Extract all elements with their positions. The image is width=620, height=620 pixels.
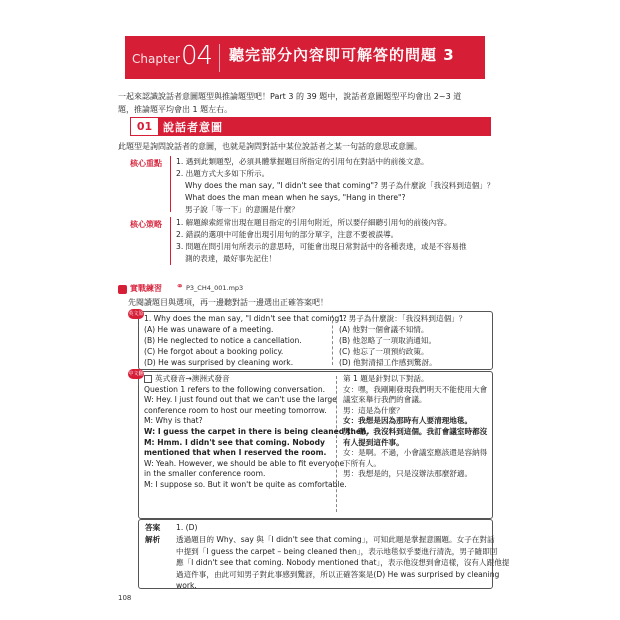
script-line-zh: 第 1 題是針對以下對話。 — [343, 374, 429, 383]
script-line-zh-key: 女：我想是因為那時有人要清理地毯。 — [343, 416, 473, 426]
key-points-rule — [170, 156, 171, 212]
chapter-number: 04 — [181, 41, 213, 71]
script-line: W: Yeah. However, we should be able to fit everyone — [144, 458, 345, 468]
script-zh — [343, 374, 487, 480]
key-strategy-line: 3. 問題在問引用句所表示的意思時，可能會出現日常對話中的各種表達，或是不容易推 — [176, 242, 467, 251]
practice-icon — [118, 285, 127, 294]
script-line-zh: 女：是啊。不過，小會議室應該還是容納得 — [343, 448, 488, 458]
accent-note: 英式發音→澳洲式發音 — [144, 374, 369, 385]
key-point-line: Why does the man say, "I didn't see that coming"? 男子為什麼說「我沒料到這個」？ — [185, 181, 495, 190]
chinese-badge: 中文翻譯 — [128, 371, 144, 387]
script-line-zh: 下所有人。 — [343, 458, 381, 468]
option: (C) He forgot about a booking policy. — [144, 347, 284, 356]
intro-line: 一起來認識說話者意圖題型與推論題型吧！Part 3 的 39 題中，說話者意圖題型平均會出 2~3 道 — [118, 92, 462, 101]
option-zh: (C) 他忘了一項預約政策。 — [339, 347, 429, 356]
script-line-zh-key: 有人提到這件事。 — [343, 437, 404, 447]
option-zh: (B) 他忽略了一項取消通知。 — [339, 336, 437, 345]
key-point-line: What does the man mean when he says, "Hang in there"? — [185, 193, 406, 202]
answer-value: 1. (D) — [176, 523, 198, 532]
key-strategy-label: 核心策略 — [130, 220, 162, 229]
explanation-line: work. — [176, 581, 197, 590]
script-line-zh: 男：這是為什麼？ — [343, 405, 404, 415]
script-line: in the smaller conference room. — [144, 469, 266, 479]
headphones-icon[interactable]: ⚭ — [176, 282, 184, 292]
english-badge: 英文原文 — [128, 311, 144, 327]
script-line: W: Hey. I just found out that we can't use the large — [144, 395, 337, 405]
explanation-label: 解析 — [145, 535, 161, 544]
section-number: 01 — [130, 117, 159, 136]
option: (D) He was surprised by cleaning work. — [144, 358, 294, 367]
script-en — [144, 374, 369, 491]
audio-filename[interactable]: P3_CH4_001.mp3 — [186, 284, 244, 292]
practice-instruction: 先閱讀題目與選項，再一邊聽對話一邊選出正確答案吧！ — [128, 298, 328, 307]
key-points-label: 核心重點 — [130, 159, 162, 168]
key-point-line: 1. 遇到此類題型，必須具體掌握題目所指定的引用句在對話中的前後文意。 — [176, 157, 429, 166]
section-description: 此題型是詢問說話者的意圖，也就是詢問對話中某位說話者之某一句話的意思或意圖。 — [118, 142, 422, 151]
option: (B) He neglected to notice a cancellation. — [144, 336, 302, 345]
key-strategy-rule — [170, 217, 171, 265]
script-line-zh-key: 男：嗯，我沒料到這個。我訂會議室時都沒 — [343, 426, 488, 436]
key-strategy-line: 測的表達，最好事先記住！ — [185, 254, 277, 263]
key-point-line: 2. 出題方式大多如下所示。 — [176, 169, 270, 178]
script-line: conference room to host our meeting tomorrow. — [144, 405, 327, 415]
option-zh: (D) 他對清掃工作感到驚訝。 — [339, 358, 437, 367]
script-line: M: Why is that? — [144, 416, 203, 426]
practice-title: 實戰練習 — [130, 284, 162, 293]
explanation-line: 應「I didn't see that coming. Nobody mentioned that」，表示他沒想到會這樣，沒有人跟他提 — [176, 558, 510, 567]
intro-line: 題，推論題平均會出 1 題左右。 — [118, 105, 233, 114]
script-line-key: W: I guess the carpet in there is being cleaned then. — [144, 426, 370, 436]
script-line: M: I suppose so. But it won't be quite as comfortable. — [144, 479, 347, 489]
intro-text — [118, 90, 488, 116]
script-line-key: M: Hmm. I didn't see that coming. Nobody — [144, 437, 326, 447]
section-title: 說話者意圖 — [163, 121, 223, 134]
question-text: 1. Why does the man say, "I didn't see that coming"? — [144, 314, 347, 323]
key-strategy-list — [176, 217, 467, 265]
explanation — [176, 534, 509, 592]
key-strategy-line: 2. 錯誤的選項中可能會出現引用句的部分單字，注意不要被誤導。 — [176, 230, 399, 239]
script-line-zh: 議室來舉行我們的會議。 — [343, 395, 427, 405]
script-line-zh: 女：嘿，我剛剛發現我們明天不能使用大會 — [343, 384, 488, 394]
question-text-zh: 1. 男子為什麼說：「我沒料到這個」？ — [339, 314, 467, 323]
chapter-word: Chapter — [132, 52, 180, 66]
key-points-list — [176, 156, 494, 216]
chapter-divider — [219, 44, 220, 72]
key-strategy-line: 1. 解題線索經常出現在題目指定的引用句附近，所以要仔細聽引用句的前後內容。 — [176, 218, 452, 227]
script-line-key: mentioned that when I reserved the room. — [144, 448, 327, 458]
option: (A) He was unaware of a meeting. — [144, 325, 274, 334]
explanation-line: 透過題目的 Why、say 與「I didn't see that coming」，可知此題是掌握意圖題。女子在對話 — [176, 535, 495, 544]
question-zh — [339, 313, 466, 368]
chapter-title: 聽完部分內容即可解答的問題 3 — [229, 46, 455, 64]
explanation-line: 過這件事，由此可知男子對此事感到驚訝，所以正確答案是(D) He was surprised by cleaning — [176, 569, 500, 579]
explanation-line: 中提到「I guess the carpet – being cleaned then」，表示地毯似乎要進行清洗，男子隨即回 — [176, 546, 498, 556]
answer-label: 答案 — [145, 523, 161, 532]
script-line: Question 1 refers to the following conversation. — [144, 384, 326, 394]
option-zh: (A) 他對一個會議不知情。 — [339, 325, 429, 334]
script-line-zh: 男：我想是的，只是沒辦法那麼舒適。 — [343, 469, 473, 479]
checkbox-icon — [144, 375, 152, 383]
question-en — [144, 313, 347, 368]
key-point-line: 男子說「等一下」的意圖是什麼？ — [185, 205, 299, 214]
page-number: 108 — [118, 594, 132, 602]
